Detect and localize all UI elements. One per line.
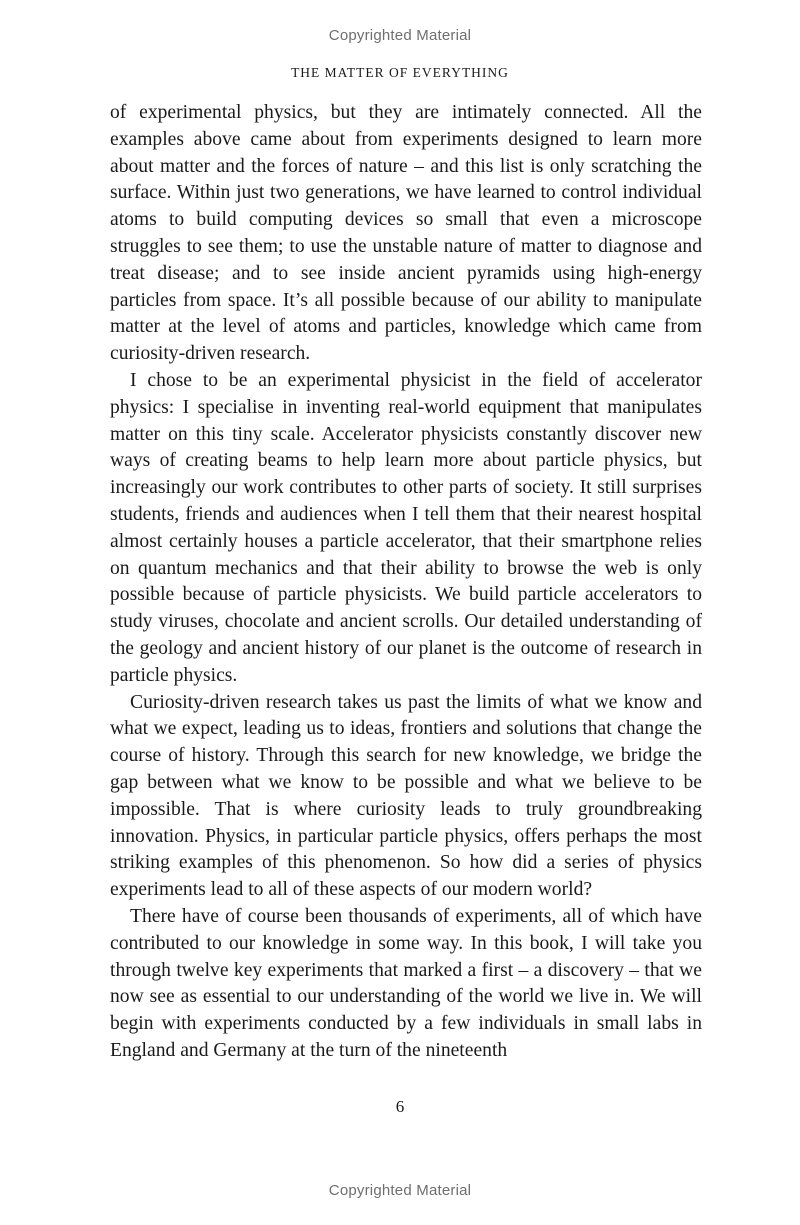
paragraph: I chose to be an experimental physicist in the field of accelerator physics: I specialise in inventing real-world equipment that manipulates matter on this tiny scale. Accelerator physicists constantly discover new ways of creating beams to help learn more about particle physics, but increasingly our work contributes to other parts of society. It still surprises students, friends and audiences when I tell them that their nearest hospital almost certainly houses a particle accelerator, that their smartphone relies on quantum mechanics and that their ability to browse the web is only possible because of particle physicists. We build particle accelerators to study viruses, chocolate and ancient scrolls. Our detailed understanding of the geology and ancient history of our planet is the outcome of research in particle physics.	[110, 369, 702, 686]
page-body	[110, 100, 702, 1065]
copyright-watermark-bottom: Copyrighted Material	[328, 1182, 472, 1199]
paragraph-continuation: of experimental physics, but they are intimately connected. All the examples above came about from experiments designed to learn more about matter and the forces of nature – and this list is only scratching the surface. Within just two generations, we have learned to control individual atoms to build computing devices so small that even a microscope struggles to see them; to use the unstable nature of matter to diagnose and treat disease; and to see inside ancient pyramids using high-energy particles from space. It’s all possible because of our ability to manipulate matter at the level of atoms and particles, knowledge which came from curiosity-driven research.	[110, 102, 702, 365]
copyright-watermark-top: Copyrighted Material	[328, 27, 472, 44]
running-header-title: THE MATTER OF EVERYTHING	[291, 65, 509, 80]
paragraph: Curiosity-driven research takes us past the limits of what we know and what we expect, leading us to ideas, frontiers and solutions that change the course of history. Through this search for new knowledge, we bridge the gap between what we know to be possible and what we believe to be impossible. That is where curiosity leads to truly groundbreaking innovation. Physics, in particular particle physics, offers perhaps the most striking examples of this phenomenon. So how did a series of physics experiments lead to all of these aspects of our modern world?	[110, 691, 702, 901]
paragraph: There have of course been thousands of experiments, all of which have contributed to our knowledge in some way. In this book, I will take you through twelve key experiments that marked a first – a discovery – that we now see as essential to our understanding of the world we live in. We will begin with experiments conducted by a few individuals in small labs in England and Germany at the turn of the nineteenth	[110, 905, 702, 1061]
page-number: 6	[395, 1097, 405, 1116]
